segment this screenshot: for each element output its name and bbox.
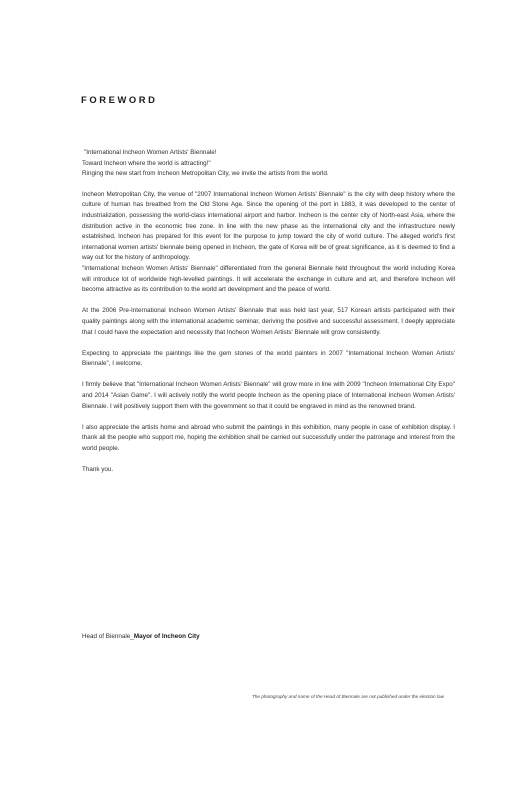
paragraph-welcome xyxy=(82,349,455,370)
paragraph-text: I firmly believe that "International Incheon Women Artists' Biennale" will grow more in line with 2009 "Incheon International City Expo" and 2014 "Asian Game". I will actively notify the world people Incheon as the opening place of International Incheon Women Artists' Biennale. I will positively support them with the government so that it could be engraved in mind as the renowned brand. xyxy=(82,381,455,410)
paragraph-text: Expecting to appreciate the paintings like the gem stones of the world painters in 2007 "International Incheon Women Artists' Biennale", I welcome. xyxy=(82,349,455,368)
paragraph-text: Thank you. xyxy=(82,466,114,474)
intro-line: Toward Incheon where the world is attracting!" xyxy=(82,159,211,167)
signature-prefix: Head of Biennale_ xyxy=(82,633,134,640)
page-heading: FOREWORD xyxy=(81,94,158,105)
intro-line: Ringing the new start from Incheon Metropolitan City, we invite the artists from the world. xyxy=(82,170,329,178)
paragraph-text: "International Incheon Women Artists' Biennale" differentiated from the general Biennale held throughout the world including Korea will introduce lot of worldwide high-levelled paintings. It will accelerate the exchange in culture and art, and therefore Incheon will become attractive as its contribution to the world art development and the peace of world. xyxy=(82,264,455,294)
foreword-body xyxy=(82,148,455,486)
signature-line xyxy=(82,633,200,640)
paragraph-city-history xyxy=(82,190,455,296)
footnote: The photography and name of the Head of Biennale are not published under the election law xyxy=(251,694,444,699)
paragraph-text: Incheon Metropolitan City, the venue of "2007 International Incheon Women Artists' Biennale" is the city with deep history where the culture of human has breathed from the Old Stone Age. Since the opening of the port in 1883, it was developed to the center of industrialization, possessing the world-class international airport and harbor. Incheon is the center city of North-east Asia, where the distribution active in the economic free zone. In line with the new phase as the international city and the infrastructure newly established, Incheon has prepared for this event for the purpose to jump toward the city of world culture. The alleged world's first international women artists' biennale being opened in Incheon, the gate of Korea will be of great significance, as it is deemed to find a way out for the history of anthropology. xyxy=(82,190,455,262)
paragraph-thanks xyxy=(82,465,455,476)
paragraph-text: I also appreciate the artists home and abroad who submit the paintings in this exhibition, many people in case of exhibition display. I thank all the people who support me, hoping the exhibition shall be carried out successfully under the patronage and interest from the world people. xyxy=(82,423,455,453)
paragraph-belief xyxy=(82,380,455,412)
intro-block xyxy=(82,148,455,180)
signature-title: Mayor of Incheon City xyxy=(133,633,200,640)
paragraph-appreciation xyxy=(82,423,455,455)
paragraph-text: At the 2006 Pre-International Incheon Women Artists' Biennale that was held last year, 517 Korean artists participated with their quality paintings along with the international academic seminar, deriving the positive and successful assessment. I deeply appreciate that I could have the expectation and necessity that Incheon Women Artists' Biennale will grow consistently. xyxy=(82,307,455,336)
intro-line: "International Incheon Women Artists' Biennale! xyxy=(84,149,217,156)
paragraph-pre-biennale xyxy=(82,306,455,338)
